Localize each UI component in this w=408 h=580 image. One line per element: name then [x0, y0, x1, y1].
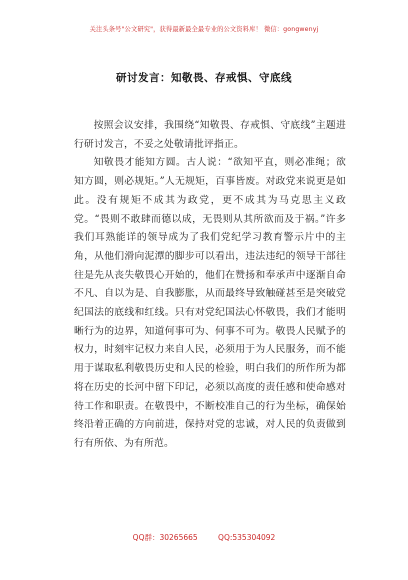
footer-qq: QQ:535304092 — [218, 533, 276, 542]
paragraph-main: 知敬畏才能知方圆。古人说：“欲知平直，则必准绳；欲知方圆，则必规矩。”人无规矩，百事皆废。对政党来说更是如此。没有规矩不成其为政党，更不成其为马克思主义政党。“畏则不敢肆而德以成，无畏则从其所欲而及于祸。”许多我们耳熟能详的领导成为了我们党纪学习教育警示片中的主角，从他们滑向泥潭的脚步可以看出，违法违纪的领导干部往往是先从丧失敬畏心开始的，他们在赞扬和奉承声中逐渐自命不凡、自以为是、自我膨胀，从而最终导致触碰甚至是突破党纪国法的底线和红线。只有对党纪国法心怀敬畏，我们才能明晰行为的边界，知道何事可为、何事不可为。敬畏人民赋予的权力，时刻牢记权力来自人民，必须用于为人民服务，而不能用于谋取私利敬畏历史和人民的检验，明白我们的所作所为都将在历史的长河中留下印记，必须以高度的责任感和使命感对待工作和职责。在敬畏中，不断校准自己的行为坐标，确保始终沿着正确的方向前进，保持对党的忠诚，对人民的负责做到行有所依、为有所范。 — [74, 157, 346, 449]
document-title: 研讨发言：知敬畏、存戒惧、守底线 — [116, 72, 292, 84]
header-banner: 关注头条号"公文研究"，获得最新最全最专业的公文资料库！ 微信：gongwenyj — [89, 26, 319, 33]
footer-qq-group: QQ群：30265665 — [132, 533, 198, 542]
footer-contact — [0, 532, 408, 543]
document-body — [74, 117, 346, 454]
paragraph-intro: 按照会议安排，我围绕“知敬畏、存戒惧、守底线”主题进行研讨发言，不妥之处敬请批评指正。 — [74, 120, 346, 150]
